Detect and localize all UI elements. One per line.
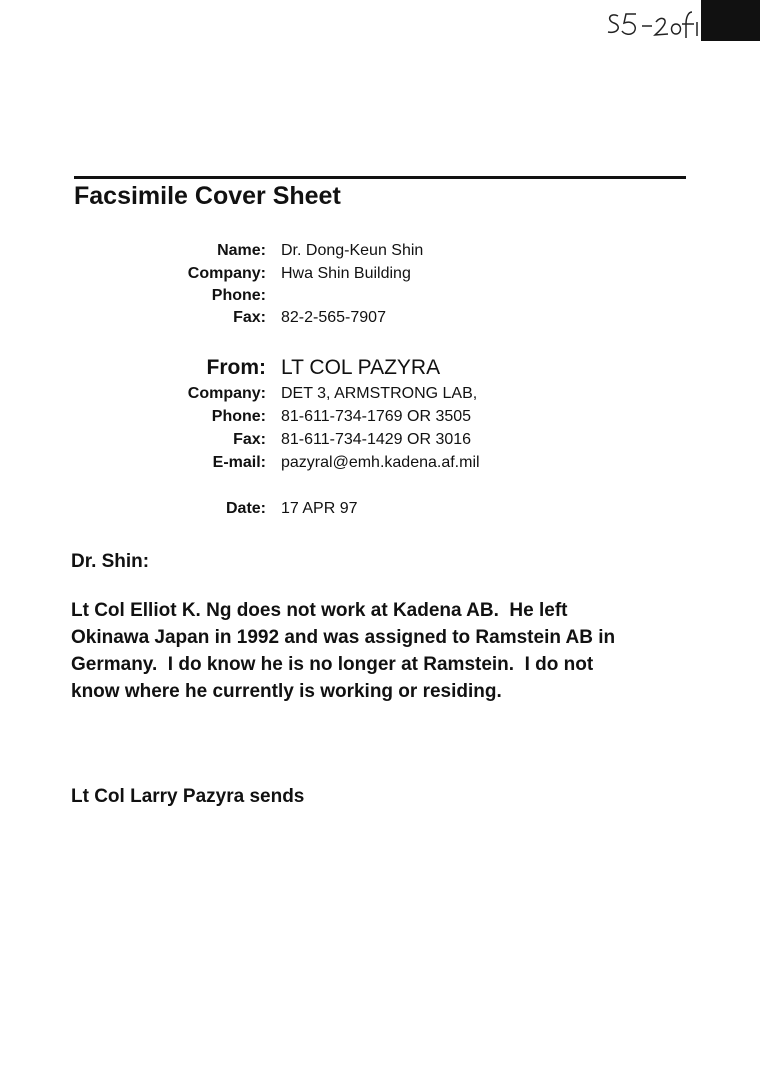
- sender-company-label: Company:: [187, 385, 266, 402]
- message-body: [71, 597, 711, 705]
- corner-black-mark: [701, 0, 760, 41]
- date-label: Date:: [225, 500, 266, 517]
- recipient-company-value: Hwa Shin Building: [281, 265, 411, 282]
- sender-phone-row: [0, 408, 266, 430]
- recipient-fax-value: 82-2-565-7907: [281, 309, 386, 326]
- message-line: know where he currently is working or residing.: [71, 681, 502, 702]
- recipient-name-value: Dr. Dong-Keun Shin: [281, 242, 424, 259]
- sender-phone-value: 81-611-734-1769 OR 3505: [281, 408, 472, 425]
- recipient-phone-label: Phone:: [211, 287, 266, 304]
- sender-fax-value: 81-611-734-1429 OR 3016: [281, 431, 472, 448]
- sender-company-value: DET 3, ARMSTRONG LAB,: [281, 385, 478, 402]
- message-line: Okinawa Japan in 1992 and was assigned to Ramstein AB in: [71, 627, 616, 648]
- recipient-name-row: [0, 242, 266, 264]
- handwritten-document-number: [604, 8, 700, 42]
- sender-from-label: From:: [206, 356, 266, 379]
- recipient-phone-row: [0, 287, 266, 309]
- message-signature: Lt Col Larry Pazyra sends: [71, 786, 305, 807]
- message-greeting: Dr. Shin:: [71, 551, 150, 572]
- sender-from-row: [0, 356, 266, 382]
- recipient-fax-label: Fax:: [233, 309, 266, 326]
- recipient-fax-row: [0, 309, 266, 331]
- page-title: Facsimile Cover Sheet: [74, 182, 341, 210]
- date-row: [0, 500, 266, 522]
- sender-email-row: [0, 454, 266, 476]
- sender-phone-label: Phone:: [211, 408, 266, 425]
- sender-email-value: pazyral@emh.kadena.af.mil: [281, 454, 480, 471]
- recipient-company-row: [0, 265, 266, 287]
- header-rule: [74, 176, 686, 179]
- sender-from-value: LT COL PAZYRA: [281, 356, 441, 379]
- sender-fax-row: [0, 431, 266, 453]
- recipient-company-label: Company:: [187, 265, 266, 282]
- recipient-name-label: Name:: [217, 242, 266, 259]
- sender-fax-label: Fax:: [233, 431, 266, 448]
- sender-company-row: [0, 385, 266, 407]
- date-value: 17 APR 97: [281, 500, 358, 517]
- message-line: Germany. I do know he is no longer at Ramstein. I do not: [71, 654, 594, 675]
- sender-email-label: E-mail:: [212, 454, 266, 471]
- message-line: Lt Col Elliot K. Ng does not work at Kadena AB. He left: [71, 600, 568, 621]
